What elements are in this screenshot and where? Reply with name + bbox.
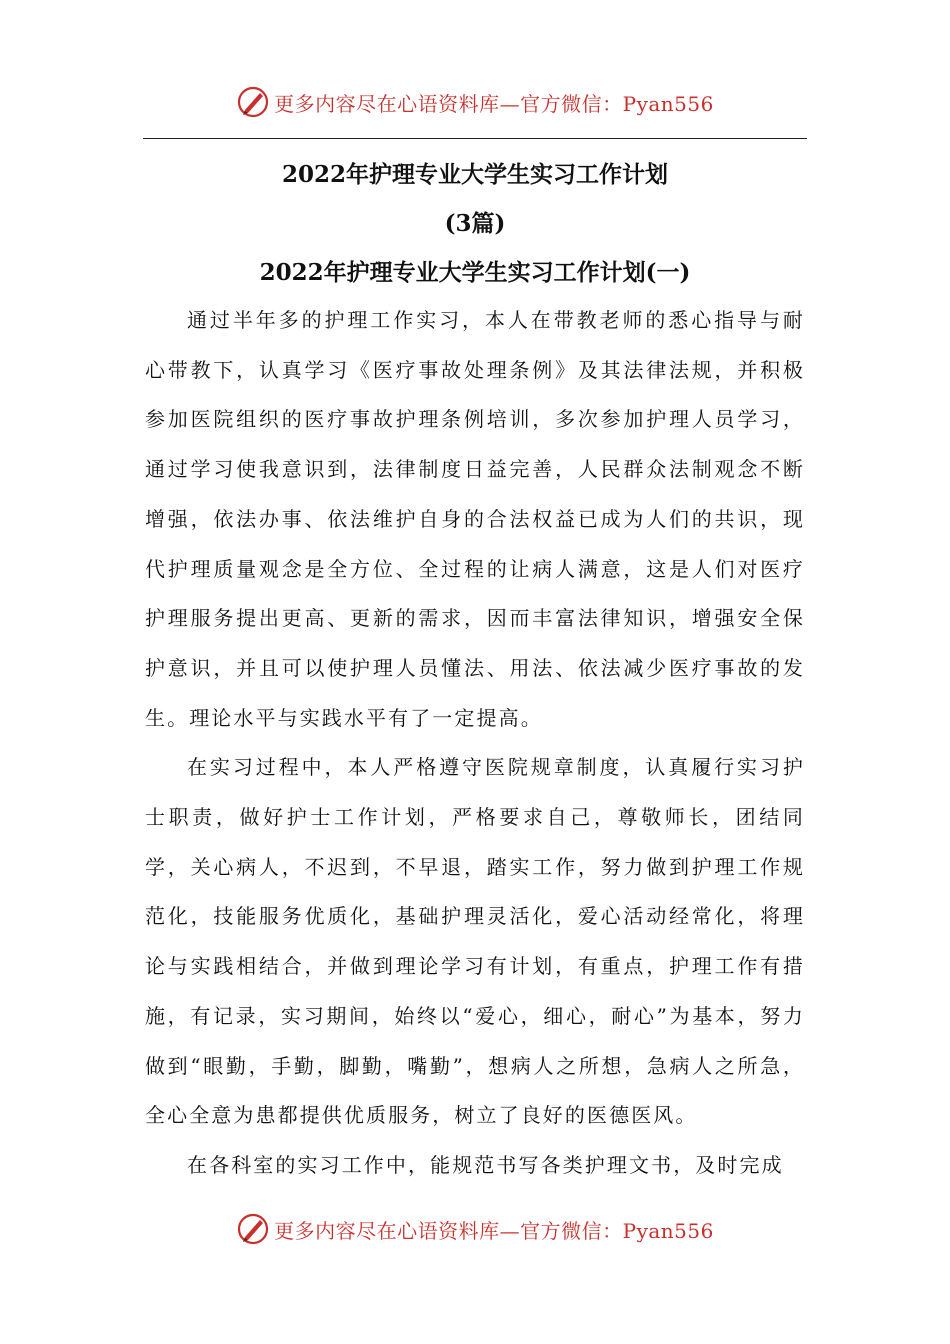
pen-logo-icon	[236, 85, 270, 119]
pen-logo-icon	[236, 1212, 270, 1246]
footer-banner	[0, 1209, 950, 1249]
document-title: 2022年护理专业大学生实习工作计划	[281, 161, 668, 188]
header-divider	[143, 138, 807, 139]
footer-banner-text: 更多内容尽在心语资料库—官方微信：Pyan556	[274, 1218, 714, 1243]
document-subtitle: (3篇)	[444, 210, 506, 237]
header-banner-text: 更多内容尽在心语资料库—官方微信：Pyan556	[274, 91, 714, 116]
paragraph: 通过半年多的护理工作实习，本人在带教老师的悉心指导与耐心带教下，认真学习《医疗事故处理条例》及其法律法规，并积极参加医院组织的医疗事故护理条例培训，多次参加护理人员学习，通过学习使我意识到，法律制度日益完善，人民群众法制观念不断增强，依法办事、依法维护自身的合法权益已成为人们的共识，现代护理质量观念是全方位、全过程的让病人满意，这是人们对医疗护理服务提出更高、更新的需求，因而丰富法律知识，增强安全保护意识，并且可以使护理人员懂法、用法、依法减少医疗事故的发生。理论水平与实践水平有了一定提高。	[145, 308, 805, 730]
paragraph: 在各科室的实习工作中，能规范书写各类护理文书，及时完成	[187, 1152, 784, 1177]
paragraph: 在实习过程中，本人严格遵守医院规章制度，认真履行实习护士职责，做好护士工作计划，严格要求自己，尊敬师长，团结同学，关心病人，不迟到，不早退，踏实工作，努力做到护理工作规范化，技能服务优质化，基础护理灵活化，爱心活动经常化，将理论与实践相结合，并做到理论学习有计划，有重点，护理工作有措施，有记录，实习期间，始终以“爱心，细心，耐心”为基本，努力做到“眼勤，手勤，脚勤，嘴勤”，想病人之所想，急病人之所急，全心全意为患都提供优质服务，树立了良好的医德医风。	[145, 755, 805, 1128]
header-banner	[0, 82, 950, 122]
document-body	[145, 296, 805, 1191]
section-title: 2022年护理专业大学生实习工作计划(一)	[259, 259, 691, 286]
